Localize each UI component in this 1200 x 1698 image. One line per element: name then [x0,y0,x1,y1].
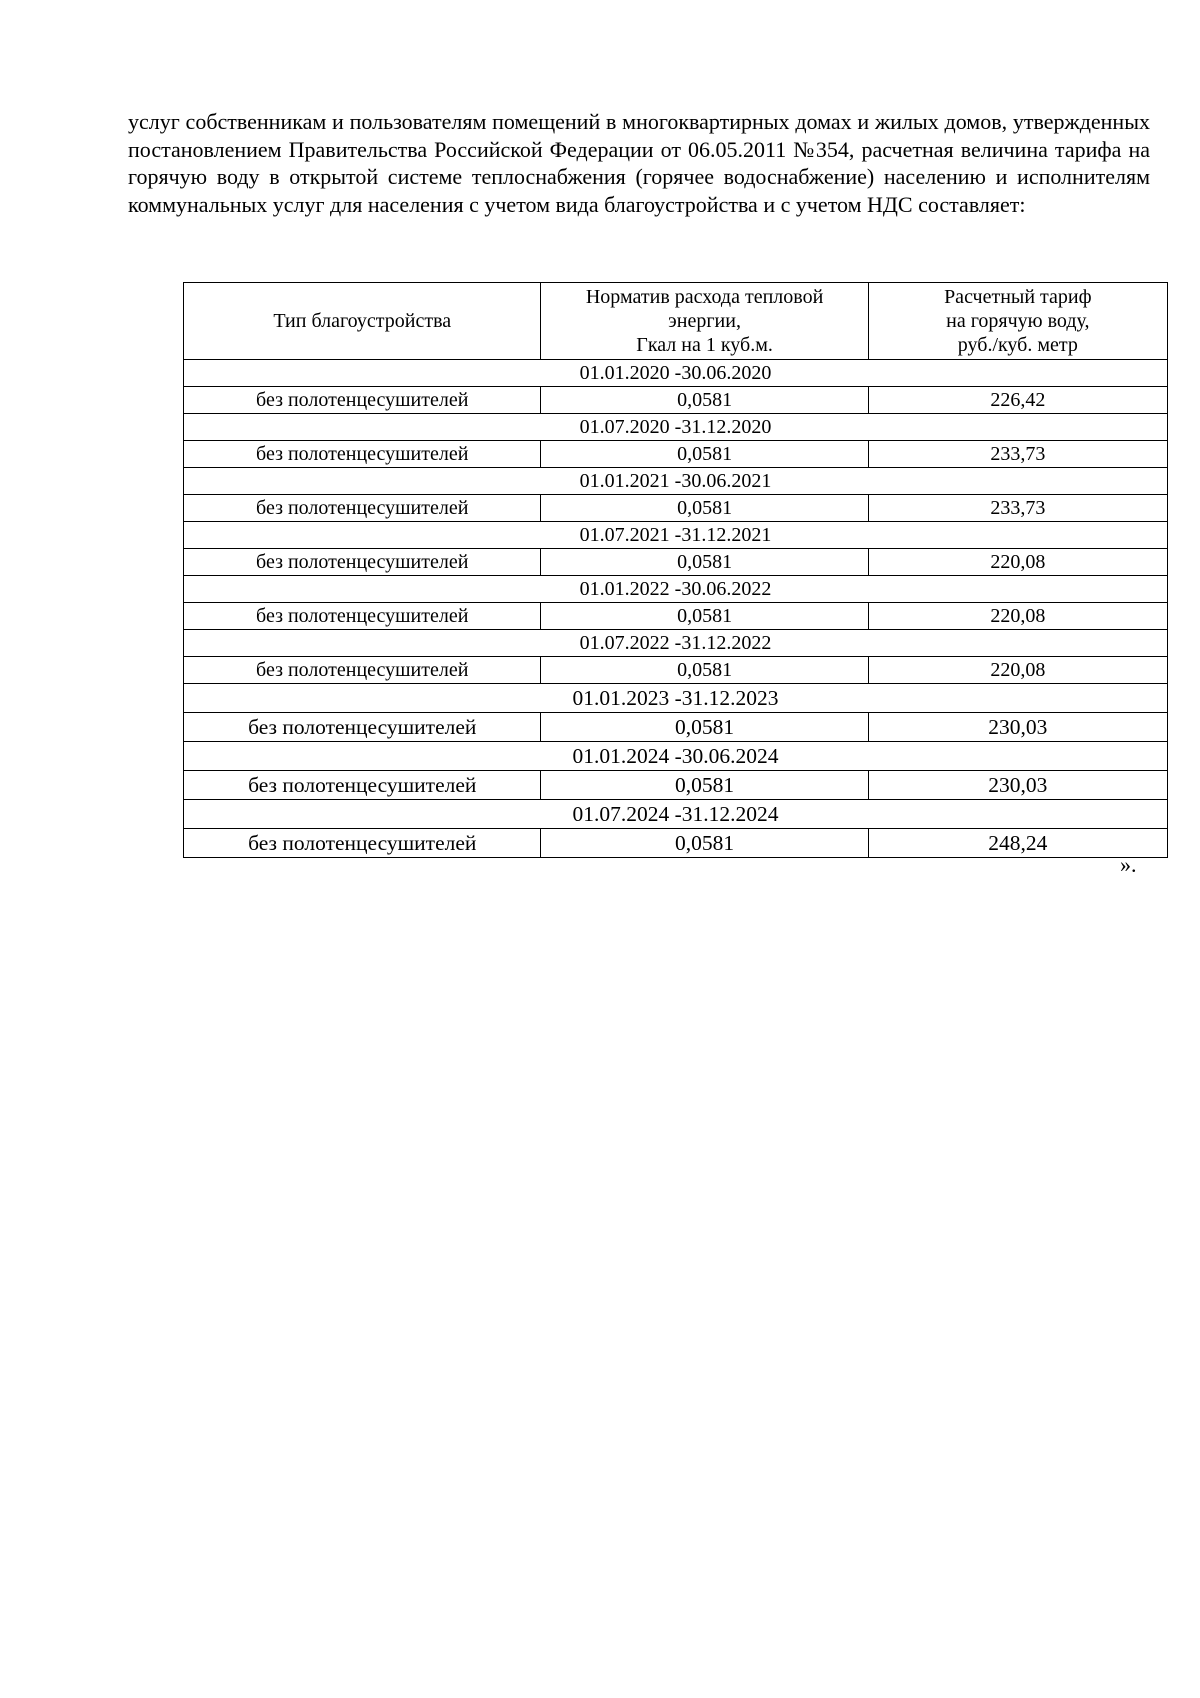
cell-tariff: 220,08 [868,657,1167,684]
cell-norm: 0,0581 [541,387,868,414]
cell-norm: 0,0581 [541,495,868,522]
table-row [184,495,1168,522]
cell-tariff: 248,24 [868,829,1167,858]
table-row [184,713,1168,742]
period-row [184,360,1168,387]
cell-tariff: 226,42 [868,387,1167,414]
period-row [184,414,1168,441]
header-norm-line: энергии, [668,310,741,332]
table-row [184,441,1168,468]
cell-norm: 0,0581 [541,441,868,468]
intro-paragraph: услуг собственникам и пользователям помещений в многоквартирных домах и жилых домов, утвержденных постановлением Правительства Российской Федерации от 06.05.2011 №354, расчетная величина тарифа на горячую воду в открытой системе теплоснабжения (горячее водоснабжение) населению и исполнителям коммунальных услуг для населения с учетом вида благоустройства и с учетом НДС составляет: [128,109,1150,217]
cell-norm: 0,0581 [541,829,868,858]
cell-type: без полотенцесушителей [184,603,541,630]
cell-tariff: 233,73 [868,441,1167,468]
period-label: 01.01.2023 -31.12.2023 [184,684,1168,713]
period-row [184,468,1168,495]
header-tariff [868,283,1167,360]
period-row [184,576,1168,603]
table-row [184,771,1168,800]
table-row [184,829,1168,858]
cell-type: без полотенцесушителей [184,713,541,742]
cell-type: без полотенцесушителей [184,495,541,522]
period-label: 01.07.2024 -31.12.2024 [184,800,1168,829]
cell-type: без полотенцесушителей [184,441,541,468]
period-row [184,522,1168,549]
table-header-row [184,283,1168,360]
cell-type: без полотенцесушителей [184,387,541,414]
period-label: 01.07.2020 -31.12.2020 [184,414,1168,441]
period-label: 01.01.2024 -30.06.2024 [184,742,1168,771]
cell-tariff: 220,08 [868,603,1167,630]
period-label: 01.01.2022 -30.06.2022 [184,576,1168,603]
cell-type: без полотенцесушителей [184,771,541,800]
table-row [184,387,1168,414]
cell-norm: 0,0581 [541,771,868,800]
header-tariff-line: Расчетный тариф [944,286,1092,308]
closing-quote: ». [1120,852,1137,877]
header-type: Тип благоустройства [184,283,541,360]
period-label: 01.07.2021 -31.12.2021 [184,522,1168,549]
period-label: 01.01.2021 -30.06.2021 [184,468,1168,495]
cell-tariff: 220,08 [868,549,1167,576]
header-tariff-line: руб./куб. метр [957,334,1078,356]
cell-type: без полотенцесушителей [184,829,541,858]
period-label: 01.07.2022 -31.12.2022 [184,630,1168,657]
tariff-table [183,282,1168,858]
cell-type: без полотенцесушителей [184,549,541,576]
header-norm [541,283,868,360]
period-row [184,742,1168,771]
cell-norm: 0,0581 [541,713,868,742]
cell-norm: 0,0581 [541,657,868,684]
cell-type: без полотенцесушителей [184,657,541,684]
period-row [184,684,1168,713]
header-norm-line: Гкал на 1 куб.м. [636,334,773,356]
header-tariff-line: на горячую воду, [946,310,1090,332]
cell-norm: 0,0581 [541,549,868,576]
period-row [184,800,1168,829]
table-row [184,603,1168,630]
table-row [184,657,1168,684]
table-row [184,549,1168,576]
cell-tariff: 230,03 [868,713,1167,742]
period-row [184,630,1168,657]
cell-norm: 0,0581 [541,603,868,630]
header-norm-line: Норматив расхода тепловой [585,286,824,308]
period-label: 01.01.2020 -30.06.2020 [184,360,1168,387]
cell-tariff: 233,73 [868,495,1167,522]
cell-tariff: 230,03 [868,771,1167,800]
